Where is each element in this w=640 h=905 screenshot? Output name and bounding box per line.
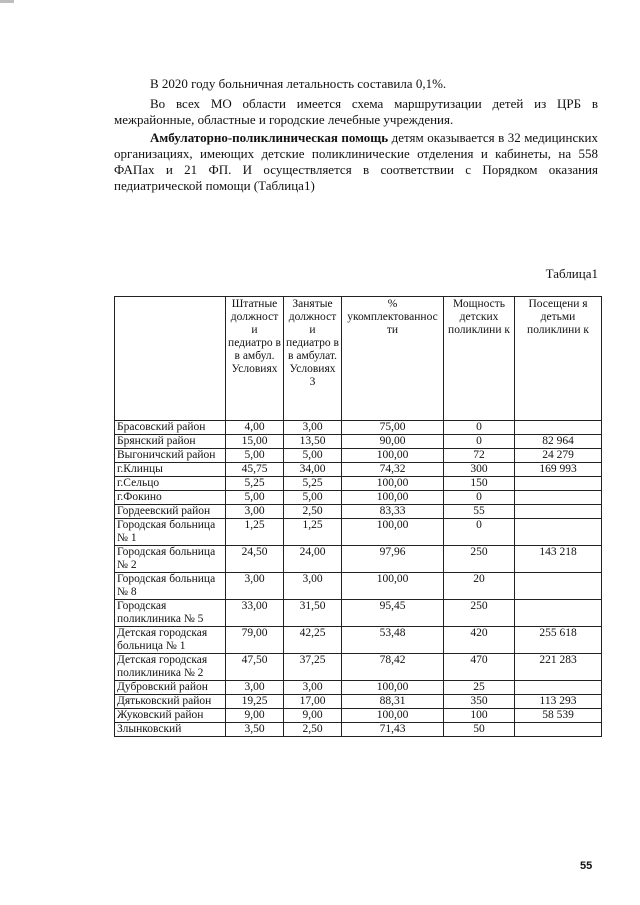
table-header-row (115, 297, 602, 421)
body-text (114, 76, 598, 194)
header-name (115, 297, 226, 421)
cell-occupied: 5,00 (284, 449, 342, 463)
cell-name: Городская поликлиника № 5 (115, 600, 226, 627)
table-caption: Таблица1 (545, 266, 598, 281)
cell-percent: 53,48 (342, 627, 444, 654)
cell-occupied: 24,00 (284, 546, 342, 573)
cell-capacity: 470 (444, 654, 515, 681)
cell-visits (515, 681, 602, 695)
cell-capacity: 420 (444, 627, 515, 654)
cell-name: Детская городская больница № 1 (115, 627, 226, 654)
table-row (115, 463, 602, 477)
cell-percent: 75,00 (342, 421, 444, 435)
table-row (115, 723, 602, 737)
cell-staff: 3,00 (226, 505, 284, 519)
table-row (115, 681, 602, 695)
cell-capacity: 0 (444, 519, 515, 546)
cell-visits: 58 539 (515, 709, 602, 723)
cell-staff: 15,00 (226, 435, 284, 449)
cell-occupied: 5,00 (284, 491, 342, 505)
table-row (115, 505, 602, 519)
cell-capacity: 25 (444, 681, 515, 695)
cell-capacity: 72 (444, 449, 515, 463)
cell-visits (515, 600, 602, 627)
cell-percent: 100,00 (342, 491, 444, 505)
header-occupied-positions: Занятые должност и педиатро в в амбулат. Условиях 3 (284, 297, 342, 421)
cell-staff: 5,25 (226, 477, 284, 491)
cell-staff: 3,00 (226, 681, 284, 695)
cell-name: Дятьковский район (115, 695, 226, 709)
cell-capacity: 250 (444, 600, 515, 627)
outpatient-text: детям оказывается в 32 медицинских организациях, имеющих детские поликлинические отделения и кабинеты, на 558 ФАПах и 21 ФП. И осуществляется в соответствии с Порядком оказания педиатрической помощи (Таблица1) (114, 130, 599, 193)
outpatient-heading: Амбулаторно-поликлиническая помощь (150, 130, 389, 145)
cell-occupied: 37,25 (284, 654, 342, 681)
cell-percent: 100,00 (342, 709, 444, 723)
cell-capacity: 100 (444, 709, 515, 723)
cell-staff: 4,00 (226, 421, 284, 435)
cell-occupied: 31,50 (284, 600, 342, 627)
cell-name: Городская больница № 1 (115, 519, 226, 546)
cell-name: Жуковский район (115, 709, 226, 723)
table-row (115, 519, 602, 546)
cell-visits: 24 279 (515, 449, 602, 463)
cell-staff: 19,25 (226, 695, 284, 709)
cell-name: г.Фокино (115, 491, 226, 505)
cell-percent: 83,33 (342, 505, 444, 519)
cell-occupied: 17,00 (284, 695, 342, 709)
header-capacity: Мощность детских поликлини к (444, 297, 515, 421)
cell-occupied: 2,50 (284, 505, 342, 519)
header-staffing-percent: % укомплектованнос ти (342, 297, 444, 421)
paragraph-routing: Во всех МО области имеется схема маршрутизации детей из ЦРБ в межрайонные, областные и городские лечебные учреждения. (114, 96, 598, 127)
table-row (115, 449, 602, 463)
cell-visits: 221 283 (515, 654, 602, 681)
cell-percent: 100,00 (342, 477, 444, 491)
cell-visits: 113 293 (515, 695, 602, 709)
table-row (115, 654, 602, 681)
table-row (115, 491, 602, 505)
cell-percent: 90,00 (342, 435, 444, 449)
cell-staff: 47,50 (226, 654, 284, 681)
cell-staff: 24,50 (226, 546, 284, 573)
cell-visits (515, 421, 602, 435)
cell-name: Городская больница № 8 (115, 573, 226, 600)
cell-percent: 100,00 (342, 449, 444, 463)
cell-name: Городская больница № 2 (115, 546, 226, 573)
table-row (115, 573, 602, 600)
cell-percent: 78,42 (342, 654, 444, 681)
cell-name: Брасовский район (115, 421, 226, 435)
header-visits: Посещени я детьми поликлини к (515, 297, 602, 421)
cell-capacity: 0 (444, 421, 515, 435)
cell-visits (515, 519, 602, 546)
cell-capacity: 300 (444, 463, 515, 477)
cell-staff: 3,50 (226, 723, 284, 737)
table-row (115, 435, 602, 449)
cell-capacity: 0 (444, 491, 515, 505)
cell-capacity: 50 (444, 723, 515, 737)
paragraph-lethality: В 2020 году больничная летальность составила 0,1%. (150, 76, 447, 91)
cell-percent: 95,45 (342, 600, 444, 627)
cell-occupied: 3,00 (284, 421, 342, 435)
cell-name: Гордеевский район (115, 505, 226, 519)
cell-occupied: 3,00 (284, 573, 342, 600)
cell-occupied: 5,25 (284, 477, 342, 491)
table-row (115, 709, 602, 723)
cell-percent: 100,00 (342, 519, 444, 546)
cell-percent: 97,96 (342, 546, 444, 573)
table-row (115, 546, 602, 573)
cell-occupied: 3,00 (284, 681, 342, 695)
cell-name: г.Клинцы (115, 463, 226, 477)
cell-visits: 143 218 (515, 546, 602, 573)
header-staff-positions: Штатные должност и педиатро в в амбул. Условиях (226, 297, 284, 421)
table-row (115, 421, 602, 435)
cell-staff: 79,00 (226, 627, 284, 654)
cell-staff: 3,00 (226, 573, 284, 600)
cell-visits: 169 993 (515, 463, 602, 477)
cell-staff: 45,75 (226, 463, 284, 477)
cell-visits (515, 573, 602, 600)
cell-percent: 100,00 (342, 681, 444, 695)
cell-capacity: 0 (444, 435, 515, 449)
table-row (115, 695, 602, 709)
cell-occupied: 1,25 (284, 519, 342, 546)
cell-name: Брянский район (115, 435, 226, 449)
cell-name: г.Сельцо (115, 477, 226, 491)
cell-staff: 33,00 (226, 600, 284, 627)
cell-staff: 5,00 (226, 449, 284, 463)
cell-occupied: 13,50 (284, 435, 342, 449)
table-row (115, 600, 602, 627)
cell-occupied: 9,00 (284, 709, 342, 723)
table-row (115, 627, 602, 654)
cell-name: Детская городская поликлиника № 2 (115, 654, 226, 681)
cell-visits (515, 477, 602, 491)
cell-capacity: 350 (444, 695, 515, 709)
cell-percent: 100,00 (342, 573, 444, 600)
cell-percent: 71,43 (342, 723, 444, 737)
cell-visits (515, 491, 602, 505)
cell-staff: 9,00 (226, 709, 284, 723)
cell-occupied: 42,25 (284, 627, 342, 654)
scan-edge-mark (0, 0, 14, 3)
paragraph-outpatient (114, 130, 598, 194)
cell-name: Дубровский район (115, 681, 226, 695)
page-number: 55 (580, 860, 593, 872)
cell-staff: 5,00 (226, 491, 284, 505)
cell-name: Злынковский (115, 723, 226, 737)
cell-percent: 88,31 (342, 695, 444, 709)
cell-visits (515, 505, 602, 519)
cell-occupied: 2,50 (284, 723, 342, 737)
table-row (115, 477, 602, 491)
cell-staff: 1,25 (226, 519, 284, 546)
cell-capacity: 150 (444, 477, 515, 491)
cell-capacity: 20 (444, 573, 515, 600)
cell-visits: 82 964 (515, 435, 602, 449)
cell-capacity: 55 (444, 505, 515, 519)
pediatric-staff-table (114, 296, 602, 737)
table-body (115, 421, 602, 737)
cell-occupied: 34,00 (284, 463, 342, 477)
cell-visits (515, 723, 602, 737)
cell-capacity: 250 (444, 546, 515, 573)
cell-percent: 74,32 (342, 463, 444, 477)
cell-visits: 255 618 (515, 627, 602, 654)
cell-name: Выгоничский район (115, 449, 226, 463)
